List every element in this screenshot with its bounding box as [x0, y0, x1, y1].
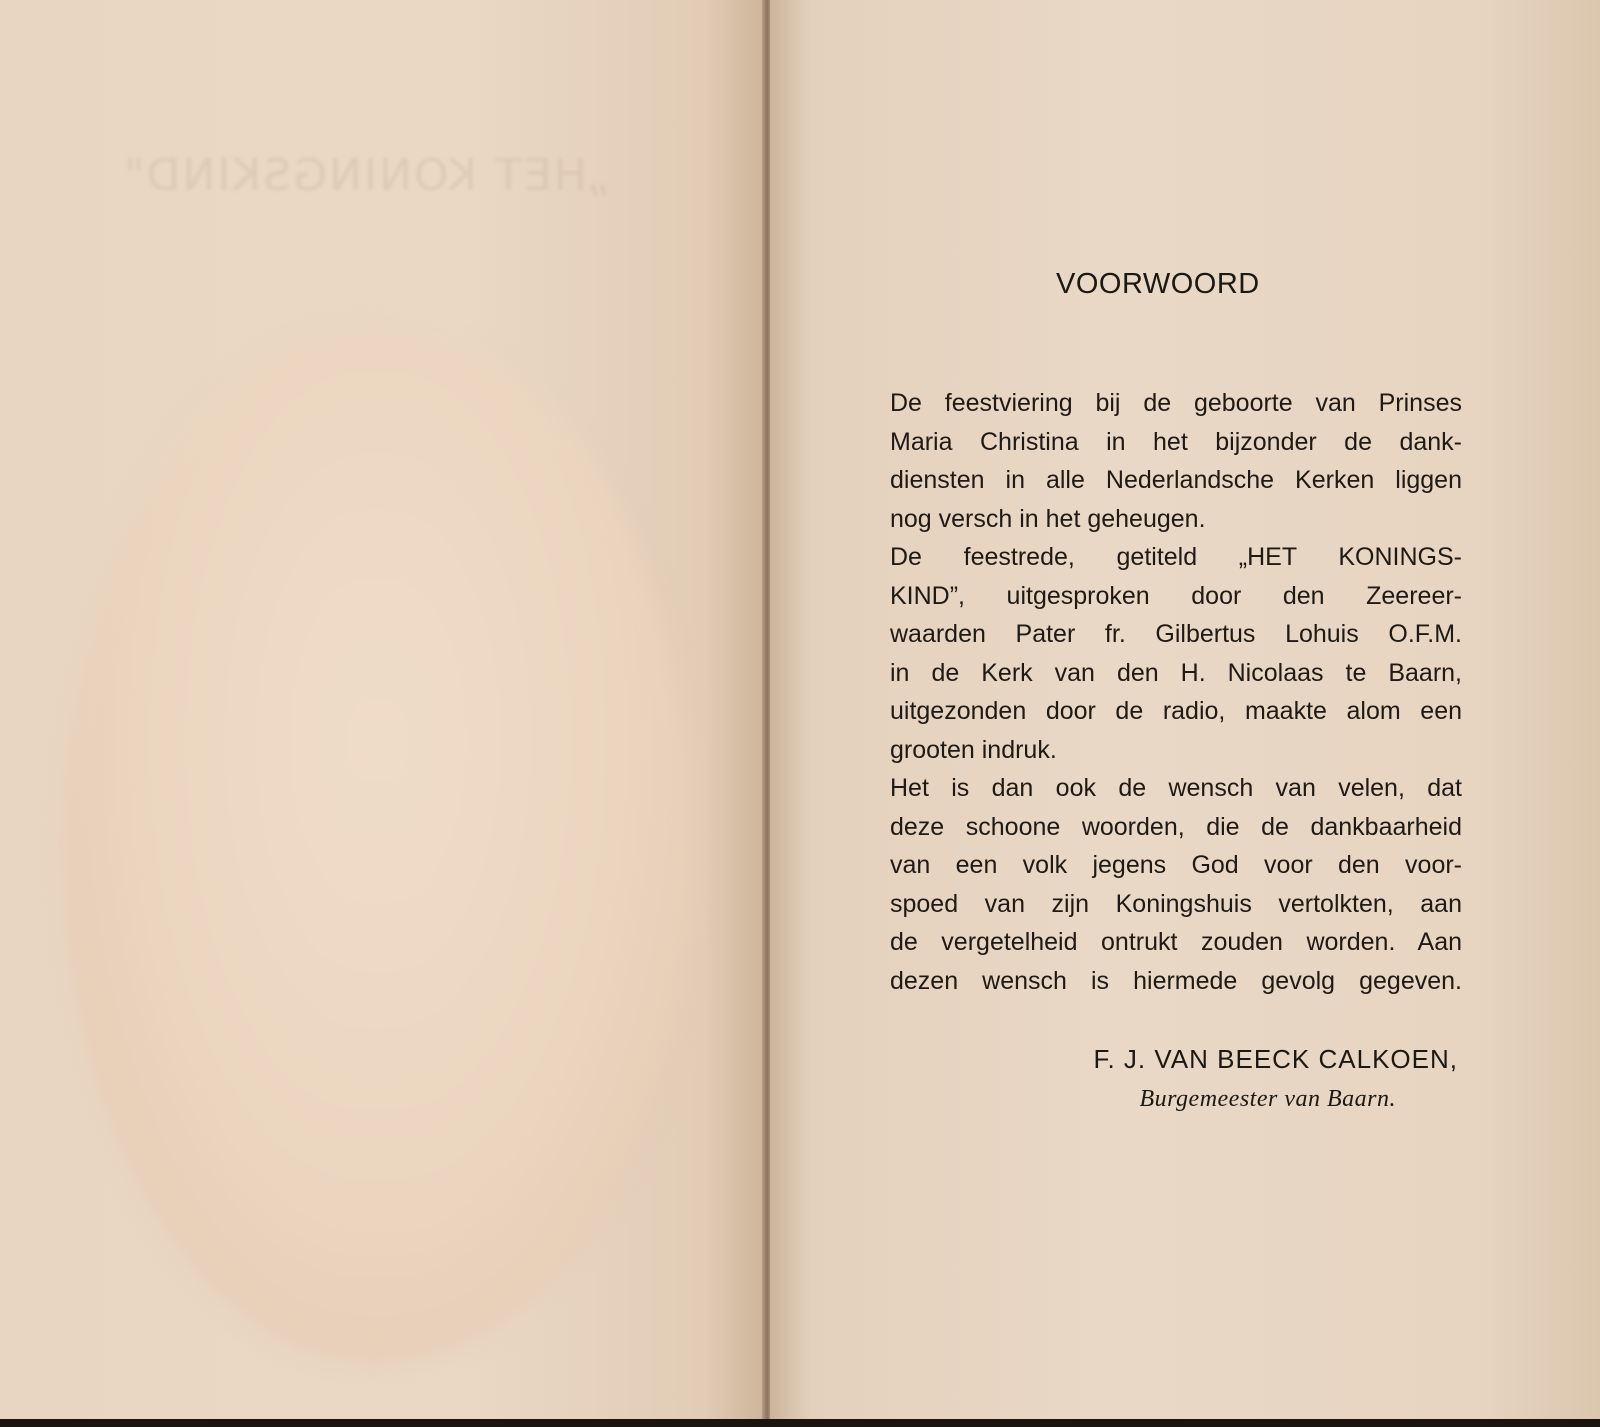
foreword-line: KIND”, uitgesproken door den Zeereer-	[890, 581, 1462, 610]
left-page	[0, 0, 766, 1420]
foreword-line: van een volk jegens God voor den voor-	[890, 851, 1462, 879]
show-through-title: „HET KONINGSKIND"	[122, 150, 610, 201]
bottom-edge	[0, 1419, 1600, 1427]
foreword-line: waarden Pater fr. Gilbertus Lohuis O.F.M.	[890, 620, 1462, 648]
foreword-line: Maria Christina in het bijzonder de dank-	[890, 427, 1462, 456]
blurred-portrait	[62, 325, 694, 1365]
foreword-line: nog versch in het geheugen.	[890, 504, 1206, 533]
foreword-line: uitgezonden door de radio, maakte alom een	[890, 697, 1462, 725]
foreword-heading: VOORWOORD	[1056, 268, 1260, 300]
foreword-line: De feestviering bij de geboorte van Prinses	[890, 389, 1462, 417]
foreword-line: in de Kerk van den H. Nicolaas te Baarn,	[890, 658, 1462, 687]
foreword-body	[890, 384, 1462, 1000]
foreword-line: diensten in alle Nederlandsche Kerken liggen	[890, 466, 1462, 494]
signature-role: Burgemeester van Baarn.	[1139, 1086, 1396, 1112]
foreword-line: deze schoone woorden, die de dankbaarheid	[890, 812, 1462, 841]
foreword-line: dezen wensch is hiermede gevolg gegeven.	[890, 966, 1462, 995]
foreword-line: De feestrede, getiteld „HET KONINGS-	[890, 543, 1462, 571]
foreword-line: spoed van zijn Koningshuis vertolkten, aan	[890, 889, 1462, 918]
signature-name: F. J. VAN BEECK CALKOEN,	[1093, 1044, 1458, 1074]
foreword-line: grooten indruk.	[890, 735, 1057, 764]
foreword-line: de vergetelheid ontrukt zouden worden. Aan	[890, 928, 1462, 956]
foreword-line: Het is dan ook de wensch van velen, dat	[890, 774, 1462, 802]
